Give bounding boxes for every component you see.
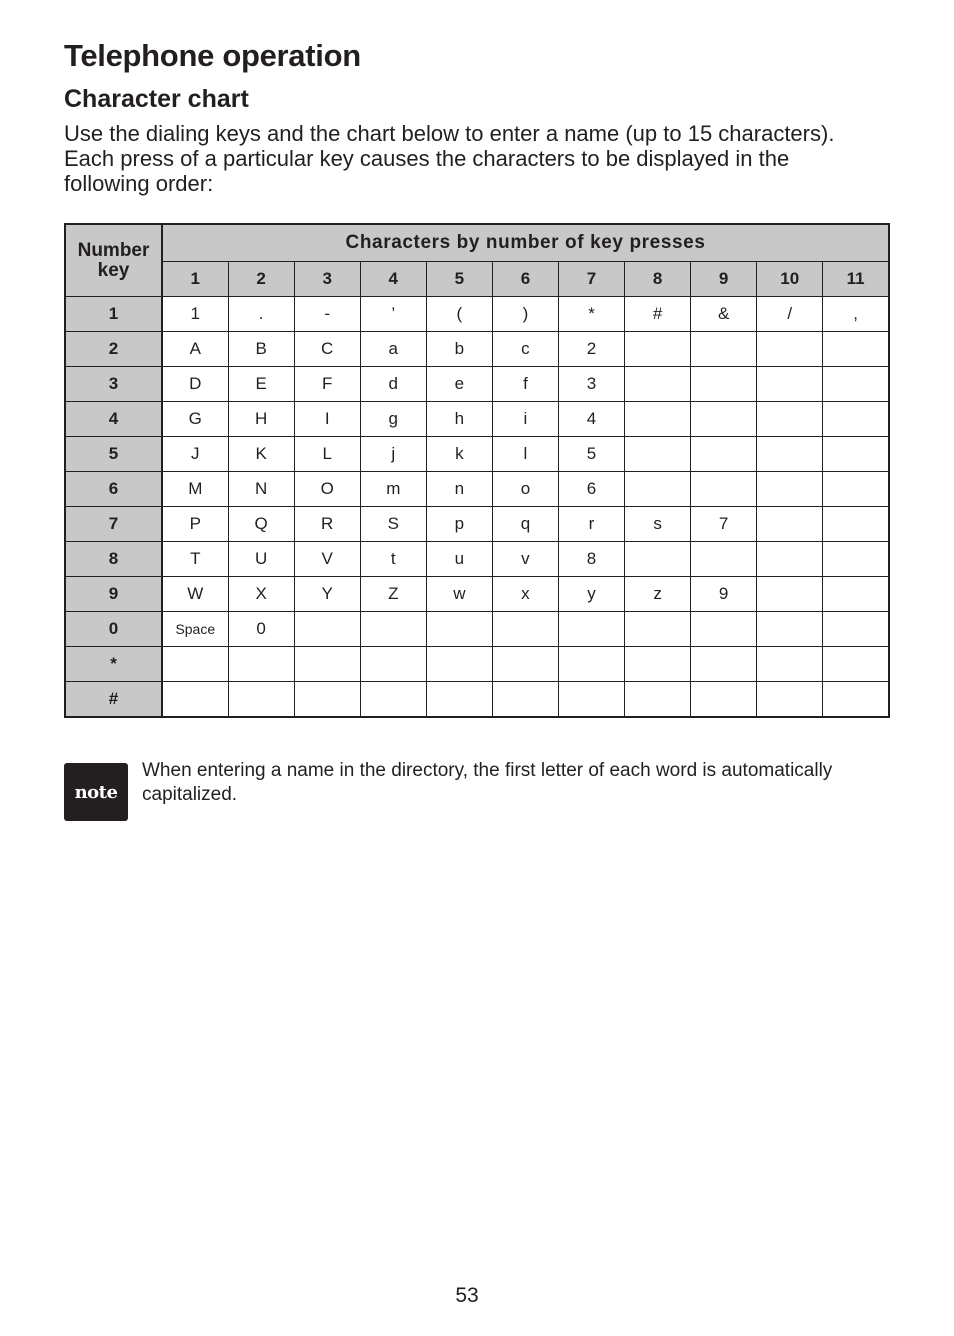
character-cell bbox=[757, 472, 823, 507]
character-cell: d bbox=[360, 367, 426, 402]
page-title: Telephone operation bbox=[64, 38, 361, 73]
character-cell: 4 bbox=[558, 402, 624, 437]
character-cell: D bbox=[162, 367, 228, 402]
character-cell: z bbox=[625, 577, 691, 612]
character-cell bbox=[294, 612, 360, 647]
number-key-cell: 4 bbox=[65, 402, 162, 437]
character-cell: H bbox=[228, 402, 294, 437]
press-count-header-row bbox=[65, 262, 889, 297]
character-cell: F bbox=[294, 367, 360, 402]
press-count-header: 2 bbox=[228, 262, 294, 297]
character-cell bbox=[757, 332, 823, 367]
press-count-header: 7 bbox=[558, 262, 624, 297]
press-count-header: 6 bbox=[492, 262, 558, 297]
character-cell bbox=[625, 402, 691, 437]
number-key-cell: 7 bbox=[65, 507, 162, 542]
character-cell bbox=[823, 647, 889, 682]
character-cell: X bbox=[228, 577, 294, 612]
character-cell: 2 bbox=[558, 332, 624, 367]
number-key-cell: 6 bbox=[65, 472, 162, 507]
press-count-header: 9 bbox=[691, 262, 757, 297]
character-cell: R bbox=[294, 507, 360, 542]
character-cell: b bbox=[426, 332, 492, 367]
table-row bbox=[65, 577, 889, 612]
character-cell: M bbox=[162, 472, 228, 507]
table-row bbox=[65, 682, 889, 718]
character-cell: a bbox=[360, 332, 426, 367]
character-cell bbox=[426, 682, 492, 718]
page-number: 53 bbox=[455, 1284, 479, 1307]
note-text: When entering a name in the directory, the first letter of each word is automatically capitalized. bbox=[142, 760, 833, 805]
press-count-header: 10 bbox=[757, 262, 823, 297]
character-cell bbox=[228, 682, 294, 718]
character-cell bbox=[757, 647, 823, 682]
character-cell: C bbox=[294, 332, 360, 367]
character-cell: 6 bbox=[558, 472, 624, 507]
character-cell bbox=[823, 437, 889, 472]
table-row bbox=[65, 367, 889, 402]
character-cell: r bbox=[558, 507, 624, 542]
note-badge bbox=[64, 763, 128, 821]
character-cell: 0 bbox=[228, 612, 294, 647]
number-key-header: Number key bbox=[65, 224, 162, 297]
character-cell bbox=[625, 332, 691, 367]
character-cell: q bbox=[492, 507, 558, 542]
character-cell: 3 bbox=[558, 367, 624, 402]
character-cell: O bbox=[294, 472, 360, 507]
character-cell: & bbox=[691, 297, 757, 332]
character-cell: 7 bbox=[691, 507, 757, 542]
character-cell: Z bbox=[360, 577, 426, 612]
character-cell bbox=[294, 682, 360, 718]
character-cell bbox=[625, 542, 691, 577]
character-cell bbox=[625, 612, 691, 647]
number-key-cell: # bbox=[65, 682, 162, 718]
character-cell bbox=[823, 682, 889, 718]
number-key-cell: 1 bbox=[65, 297, 162, 332]
character-cell: 1 bbox=[162, 297, 228, 332]
character-cell: t bbox=[360, 542, 426, 577]
character-cell bbox=[625, 647, 691, 682]
character-cell: I bbox=[294, 402, 360, 437]
character-cell bbox=[823, 332, 889, 367]
character-cell: c bbox=[492, 332, 558, 367]
character-cell: S bbox=[360, 507, 426, 542]
number-key-cell: 2 bbox=[65, 332, 162, 367]
section-title: Character chart bbox=[64, 85, 249, 113]
character-cell: v bbox=[492, 542, 558, 577]
character-cell: ( bbox=[426, 297, 492, 332]
character-cell: o bbox=[492, 472, 558, 507]
character-cell: Q bbox=[228, 507, 294, 542]
press-count-header: 4 bbox=[360, 262, 426, 297]
number-key-cell: 3 bbox=[65, 367, 162, 402]
character-cell bbox=[757, 682, 823, 718]
table-row bbox=[65, 542, 889, 577]
presses-header: Characters by number of key presses bbox=[162, 224, 889, 262]
character-cell bbox=[823, 402, 889, 437]
character-cell: k bbox=[426, 437, 492, 472]
character-cell bbox=[625, 437, 691, 472]
character-cell bbox=[691, 437, 757, 472]
character-cell: j bbox=[360, 437, 426, 472]
character-cell: G bbox=[162, 402, 228, 437]
character-cell: l bbox=[492, 437, 558, 472]
character-cell bbox=[426, 647, 492, 682]
character-cell: g bbox=[360, 402, 426, 437]
character-cell bbox=[691, 332, 757, 367]
character-cell: u bbox=[426, 542, 492, 577]
character-cell: K bbox=[228, 437, 294, 472]
character-cell bbox=[757, 507, 823, 542]
character-cell: N bbox=[228, 472, 294, 507]
character-cell: Y bbox=[294, 577, 360, 612]
press-count-header: 11 bbox=[823, 262, 889, 297]
table-row bbox=[65, 437, 889, 472]
character-cell bbox=[823, 507, 889, 542]
character-cell bbox=[691, 472, 757, 507]
character-cell bbox=[691, 402, 757, 437]
character-cell bbox=[162, 647, 228, 682]
character-cell: # bbox=[625, 297, 691, 332]
press-count-header: 3 bbox=[294, 262, 360, 297]
character-cell bbox=[625, 472, 691, 507]
character-cell: J bbox=[162, 437, 228, 472]
character-cell: Space bbox=[162, 612, 228, 647]
character-cell bbox=[558, 612, 624, 647]
table-row bbox=[65, 647, 889, 682]
character-cell: h bbox=[426, 402, 492, 437]
character-cell bbox=[757, 577, 823, 612]
character-cell bbox=[162, 682, 228, 718]
character-cell: T bbox=[162, 542, 228, 577]
press-count-header: 5 bbox=[426, 262, 492, 297]
character-cell bbox=[823, 367, 889, 402]
character-cell: * bbox=[558, 297, 624, 332]
character-cell bbox=[691, 367, 757, 402]
character-cell bbox=[625, 367, 691, 402]
chart-super-header-row bbox=[65, 224, 889, 262]
character-cell bbox=[757, 612, 823, 647]
character-cell bbox=[691, 647, 757, 682]
character-cell bbox=[492, 612, 558, 647]
character-cell bbox=[823, 542, 889, 577]
character-cell bbox=[360, 612, 426, 647]
character-cell: P bbox=[162, 507, 228, 542]
table-row bbox=[65, 472, 889, 507]
character-cell: B bbox=[228, 332, 294, 367]
character-cell: m bbox=[360, 472, 426, 507]
character-cell: V bbox=[294, 542, 360, 577]
number-key-cell: 9 bbox=[65, 577, 162, 612]
character-cell bbox=[228, 647, 294, 682]
character-cell bbox=[492, 682, 558, 718]
character-cell: p bbox=[426, 507, 492, 542]
character-cell bbox=[757, 402, 823, 437]
character-cell: ) bbox=[492, 297, 558, 332]
character-cell: x bbox=[492, 577, 558, 612]
character-cell: 5 bbox=[558, 437, 624, 472]
character-cell: ’ bbox=[360, 297, 426, 332]
press-count-header: 1 bbox=[162, 262, 228, 297]
character-cell bbox=[625, 682, 691, 718]
character-chart bbox=[64, 223, 890, 718]
character-cell: y bbox=[558, 577, 624, 612]
character-cell: - bbox=[294, 297, 360, 332]
character-cell bbox=[558, 647, 624, 682]
character-cell: w bbox=[426, 577, 492, 612]
table-row bbox=[65, 297, 889, 332]
character-cell bbox=[757, 367, 823, 402]
character-cell: / bbox=[757, 297, 823, 332]
number-key-cell: 8 bbox=[65, 542, 162, 577]
table-row bbox=[65, 507, 889, 542]
number-key-cell: 5 bbox=[65, 437, 162, 472]
character-cell bbox=[823, 612, 889, 647]
note-icon: note bbox=[74, 781, 118, 803]
character-cell bbox=[492, 647, 558, 682]
character-cell bbox=[360, 682, 426, 718]
press-count-header: 8 bbox=[625, 262, 691, 297]
character-cell bbox=[691, 682, 757, 718]
character-cell bbox=[691, 612, 757, 647]
character-cell: e bbox=[426, 367, 492, 402]
character-cell bbox=[691, 542, 757, 577]
character-cell bbox=[757, 437, 823, 472]
character-cell: f bbox=[492, 367, 558, 402]
character-cell: U bbox=[228, 542, 294, 577]
chart-body bbox=[65, 297, 889, 718]
table-row bbox=[65, 332, 889, 367]
character-cell bbox=[823, 472, 889, 507]
character-cell: W bbox=[162, 577, 228, 612]
character-cell bbox=[426, 612, 492, 647]
intro-paragraph: Use the dialing keys and the chart below to enter a name (up to 15 characters). Each press of a particular key causes the characters to be displayed in the following order: bbox=[64, 121, 835, 196]
character-cell: 9 bbox=[691, 577, 757, 612]
character-cell: . bbox=[228, 297, 294, 332]
character-cell bbox=[823, 577, 889, 612]
character-cell: , bbox=[823, 297, 889, 332]
character-cell: A bbox=[162, 332, 228, 367]
character-cell: i bbox=[492, 402, 558, 437]
number-key-cell: 0 bbox=[65, 612, 162, 647]
character-cell: L bbox=[294, 437, 360, 472]
character-cell: E bbox=[228, 367, 294, 402]
character-cell bbox=[294, 647, 360, 682]
character-cell bbox=[558, 682, 624, 718]
character-cell: 8 bbox=[558, 542, 624, 577]
number-key-cell: * bbox=[65, 647, 162, 682]
character-cell bbox=[757, 542, 823, 577]
table-row bbox=[65, 402, 889, 437]
character-cell: n bbox=[426, 472, 492, 507]
character-cell bbox=[360, 647, 426, 682]
table-row bbox=[65, 612, 889, 647]
character-cell: s bbox=[625, 507, 691, 542]
